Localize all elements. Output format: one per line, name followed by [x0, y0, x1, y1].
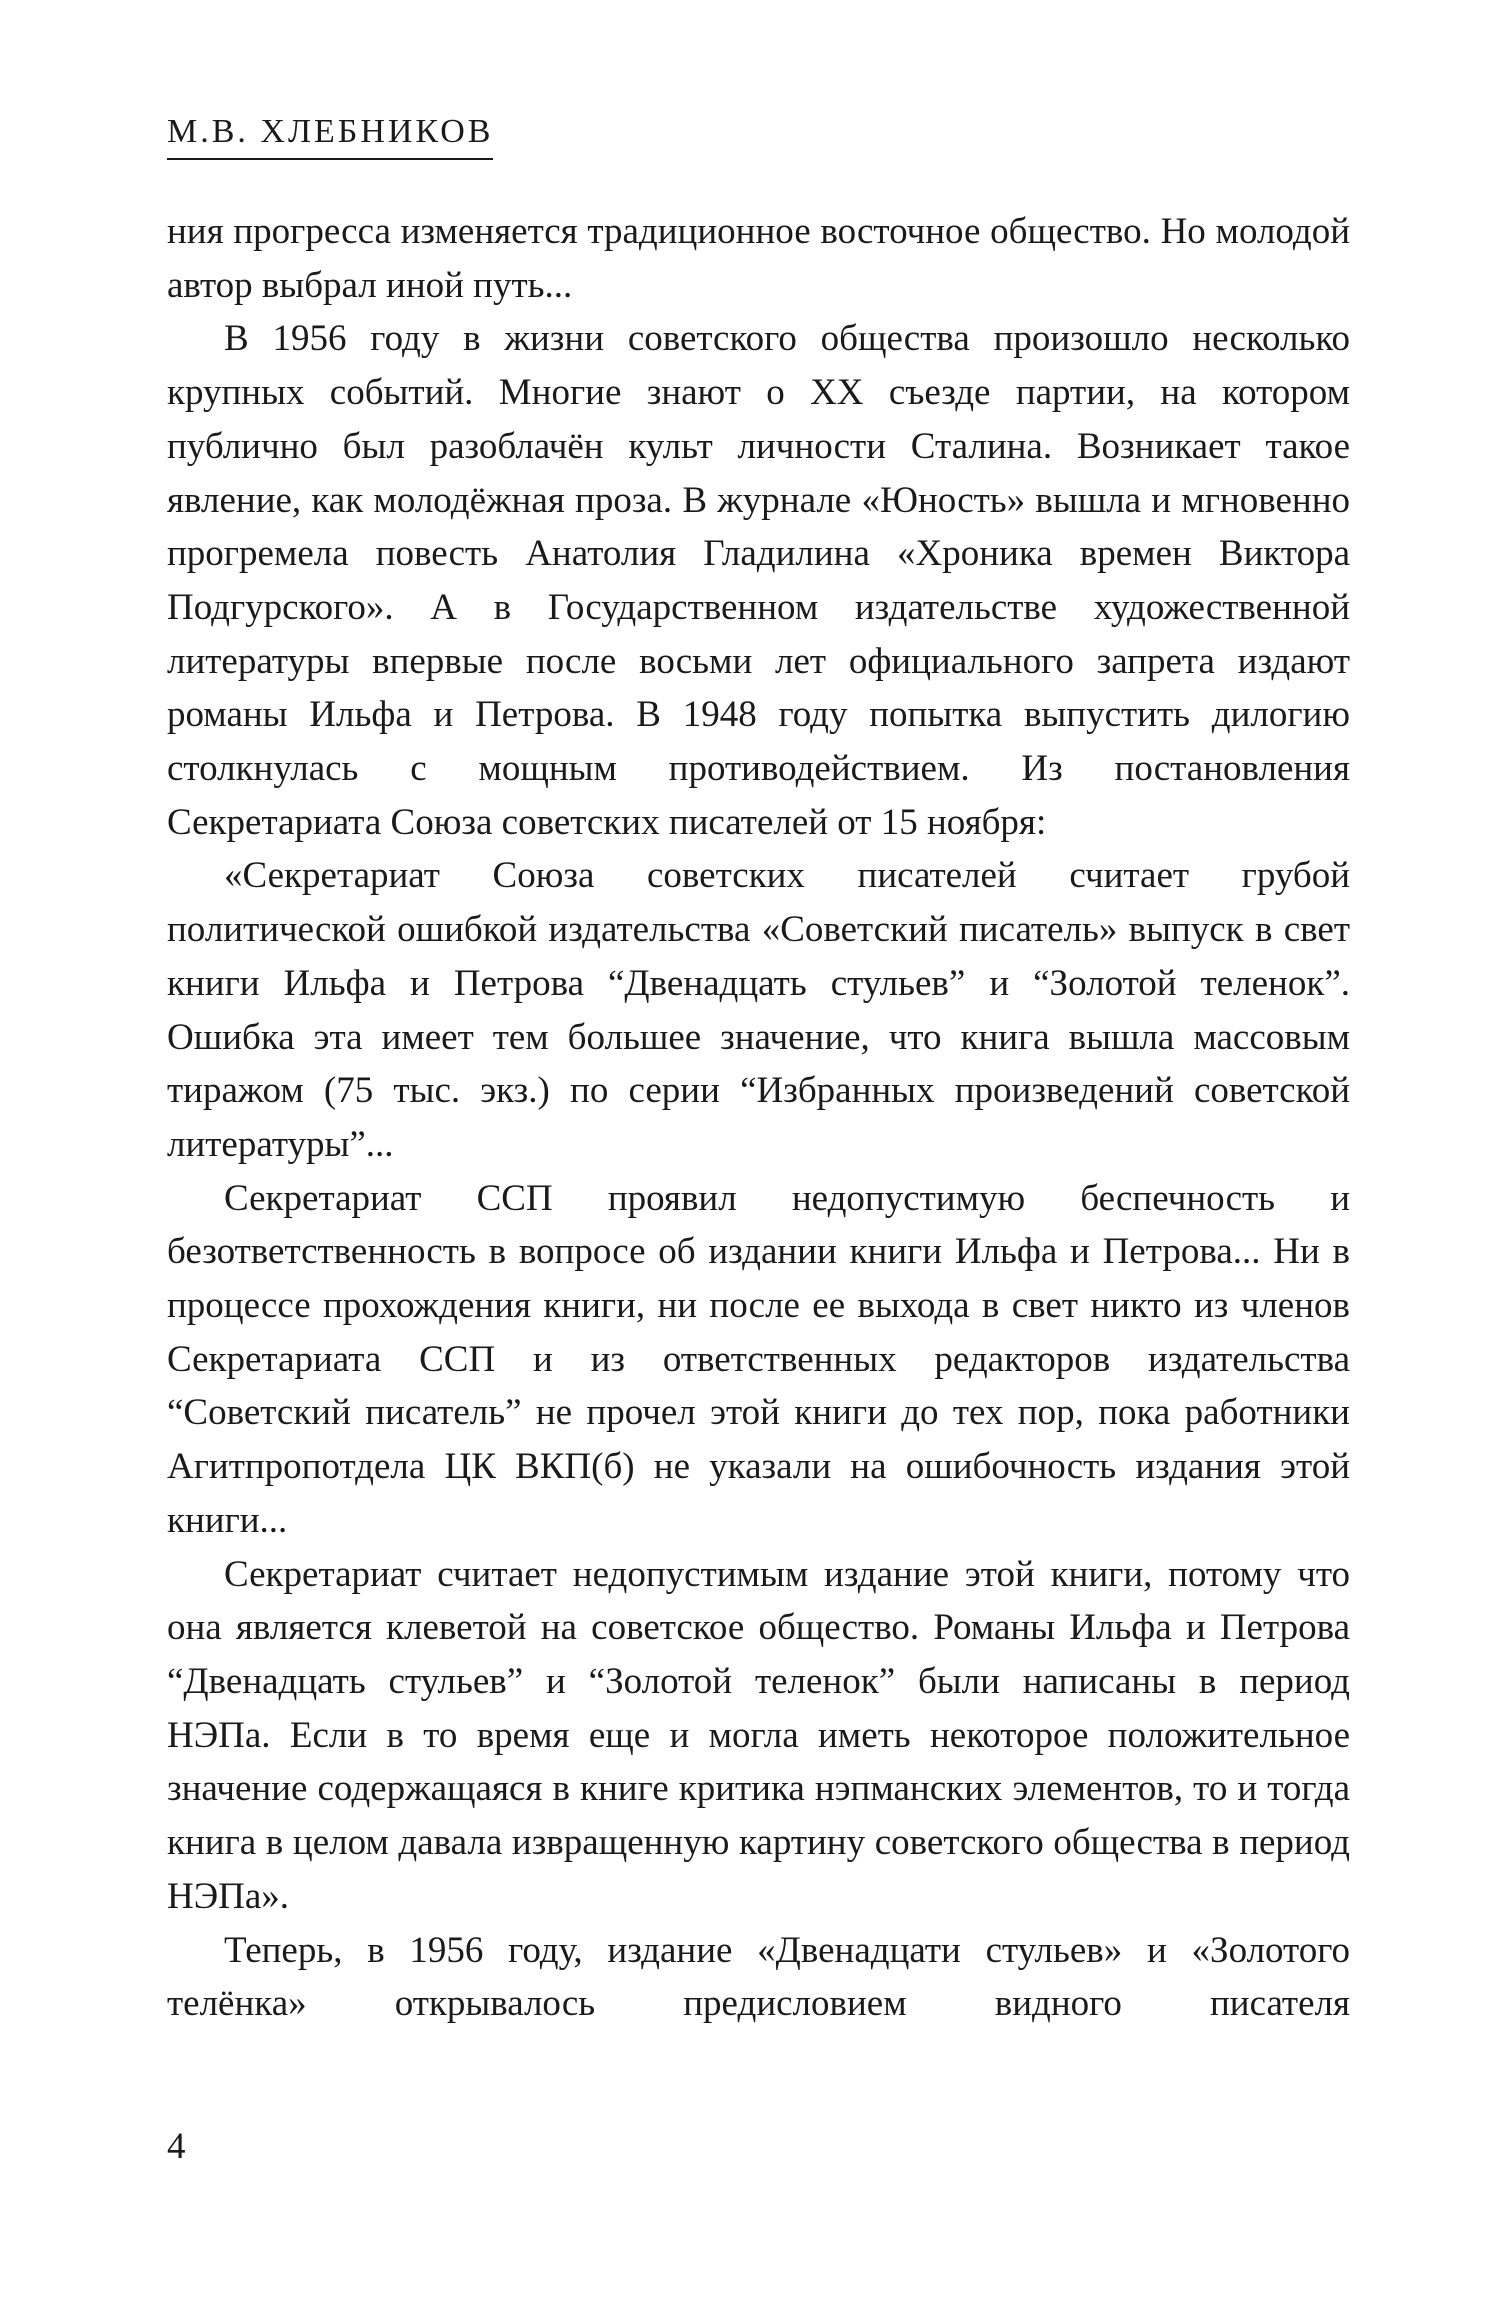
paragraph-1956-events: В 1956 году в жизни советского общества произошло несколько крупных событий. Многие знают о ХХ съезде партии, на котором публично был разоблачён культ личности Сталина. Возникает такое явление, как молодёжная проза. В журнале «Юность» вышла и мгновенно прогремела повесть Анатолия Гладилина «Хроника времен Виктора Подгурского». А в Государственном издательстве художественной литературы впервые после восьми лет официального запрета издают романы Ильфа и Петрова. В 1948 году попытка выпустить дилогию столкнулась с мощным противодействием. Из постановления Секретариата Союза советских писателей от 15 ноября:	[167, 318, 1350, 843]
paragraph-quote-negligence: Секретариат ССП проявил недопустимую беспечность и безответственность в вопросе об издании книги Ильфа и Петрова... Ни в процессе прохождения книги, ни после ее выхода в свет никто из членов Секретариата ССП и из ответственных редакторов издательства “Советский писатель” не прочел этой книги до тех пор, пока работники Агитпропотдела ЦК ВКП(б) не указали на ошибочность издания этой книги...	[167, 1177, 1350, 1541]
paragraph-quote-secretariat: «Секретариат Союза советских писателей считает грубой политической ошибкой издательства «Советский писатель» выпуск в свет книги Ильфа и Петрова “Двенадцать стульев” и “Золотой теленок”. Ошибка эта имеет тем большее значение, что книга вышла массовым тиражом (75 тыс. экз.) по серии “Избранных произведений советской литературы”...	[167, 855, 1350, 1165]
running-head-author: М.В. ХЛЕБНИКОВ	[167, 112, 493, 160]
page-number: 4	[167, 2126, 186, 2167]
paragraph-continuation: ния прогресса изменяется традиционное восточное общество. Но молодой автор выбрал иной путь...	[167, 211, 1350, 306]
paragraph-1956-edition: Теперь, в 1956 году, издание «Двенадцати стульев» и «Золотого телёнка» открывалось предисловием видного писателя	[167, 1929, 1350, 2025]
paragraph-quote-slander: Секретариат считает недопустимым издание этой книги, потому что она является клеветой на советское общество. Романы Ильфа и Петрова “Двенадцать стульев” и “Золотой теленок” были написаны в период НЭПа. Если в то время еще и могла иметь некоторое положительное значение содержащаяся в книге критика нэпманских элементов, то и тогда книга в целом давала извращенную картину советского общества в период НЭПа».	[167, 1553, 1350, 1917]
body-text	[167, 205, 1350, 2031]
